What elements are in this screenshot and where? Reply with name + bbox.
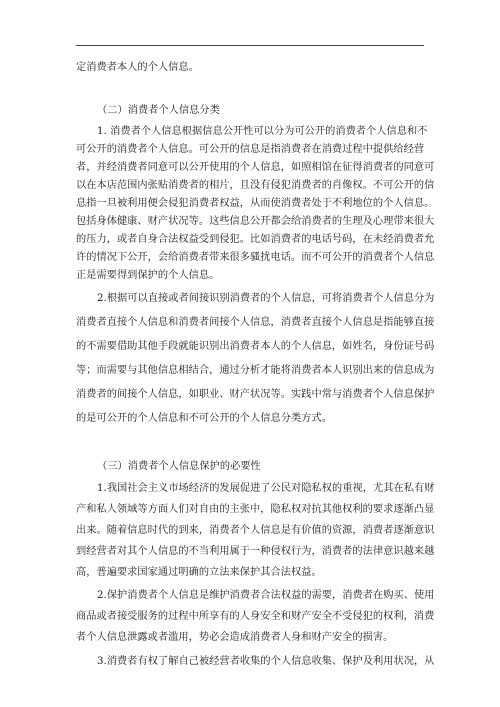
section-3-para-1-line: 产和私人领域等方面人们对自由的主张中，隐私权对抗其他权利的要求逐渐凸显 [76,504,435,515]
section-2-para-1-line: 正是需要得到保护的个人信息。 [76,270,220,281]
section-2-para-1-line: 的压力，或者自身合法权益受到侵犯。比如消费者的电话号码，在未经消费者允 [76,234,435,245]
section-2-para-2-line: 的不需要借助其他手段就能识别出消费者本人的个人信息，如姓名，身份证号码 [76,341,435,352]
section-2-para-1-line: 息指一旦被利用便会侵犯消费者权益，从而使消费者处于不利地位的个人信息。 [76,198,435,209]
section-2-para-1-line: 许的情况下公开，会给消费者带来很多骚扰电话。而不可公开的消费者个人信息 [76,252,435,263]
section-2-para-1-line: 可公开的消费者个人信息。可公开的信息是指消费者在消费过程中提供给经营 [76,144,425,155]
section-3-para-1-line: 高，普遍要求国家通过明确的立法来保护其合法权益。 [76,567,322,578]
section-3-para-1-line: 1.我国社会主义市场经济的发展促进了公民对隐私权的重视，尤其在私有财 [97,483,435,494]
section-2-para-1-line: 包括身体健康、财产状况等。这些信息公开都会给消费者的生理及心理带来很大 [76,216,435,227]
section-2-para-2-line: 等；而需要与其他信息相结合，通过分析才能将消费者本人识别出来的信息成为 [76,365,435,376]
section-3-para-2-line: 2.保护消费者个人信息是维护消费者合法权益的需要，消费者在购买、使用 [97,590,435,601]
section-2-para-2-line: 的是可公开的个人信息和不可公开的个人信息分类方式。 [76,413,332,424]
section-3-para-1-line: 出来。随着信息时代的到来，消费者个人信息是有价值的资源，消费者逐渐意识 [76,525,435,536]
header-rule [76,45,424,46]
section-3-para-3-line: 3.消费者有权了解自己被经营者收集的个人信息收集、保护及利用状况，从 [97,656,435,667]
intro-line: 定消费者本人的个人信息。 [76,62,199,73]
section-2-para-2-line: 消费者直接个人信息和消费者间接个人信息，消费者直接个人信息是指能够直接 [76,317,435,328]
section-2-para-1-line: 1. 消费者个人信息根据信息公开性可以分为可公开的消费者个人信息和不 [97,126,428,137]
section-3-heading: （三）消费者个人信息保护的必要性 [97,461,261,472]
section-2-para-1-line: 者，并经消费者同意可以公开使用的个人信息，如照相馆在征得消费者的同意可 [76,162,435,173]
section-2-heading: （二）消费者个人信息分类 [97,105,220,116]
section-2-para-2-line: 消费者的间接个人信息，如职业、财产状况等。实践中常与消费者个人信息保护 [76,389,435,400]
section-2-para-2-line: 2.根据可以直接或者间接识别消费者的个人信息，可将消费者个人信息分为 [97,293,435,304]
section-3-para-2-line: 者个人信息泄露或者滥用，势必会造成消费者人身和财产安全的损害。 [76,632,394,643]
section-3-para-2-line: 商品或者接受服务的过程中所享有的人身安全和财产安全不受侵犯的权利，消费 [76,611,435,622]
section-3-para-1-line: 到经营者对其个人信息的不当利用属于一种侵权行为，消费者的法律意识越来越 [76,546,435,557]
section-2-para-1-line: 以在本店范围内张贴消费者的相片，且没有侵犯消费者的肖像权。不可公开的信 [76,180,435,191]
